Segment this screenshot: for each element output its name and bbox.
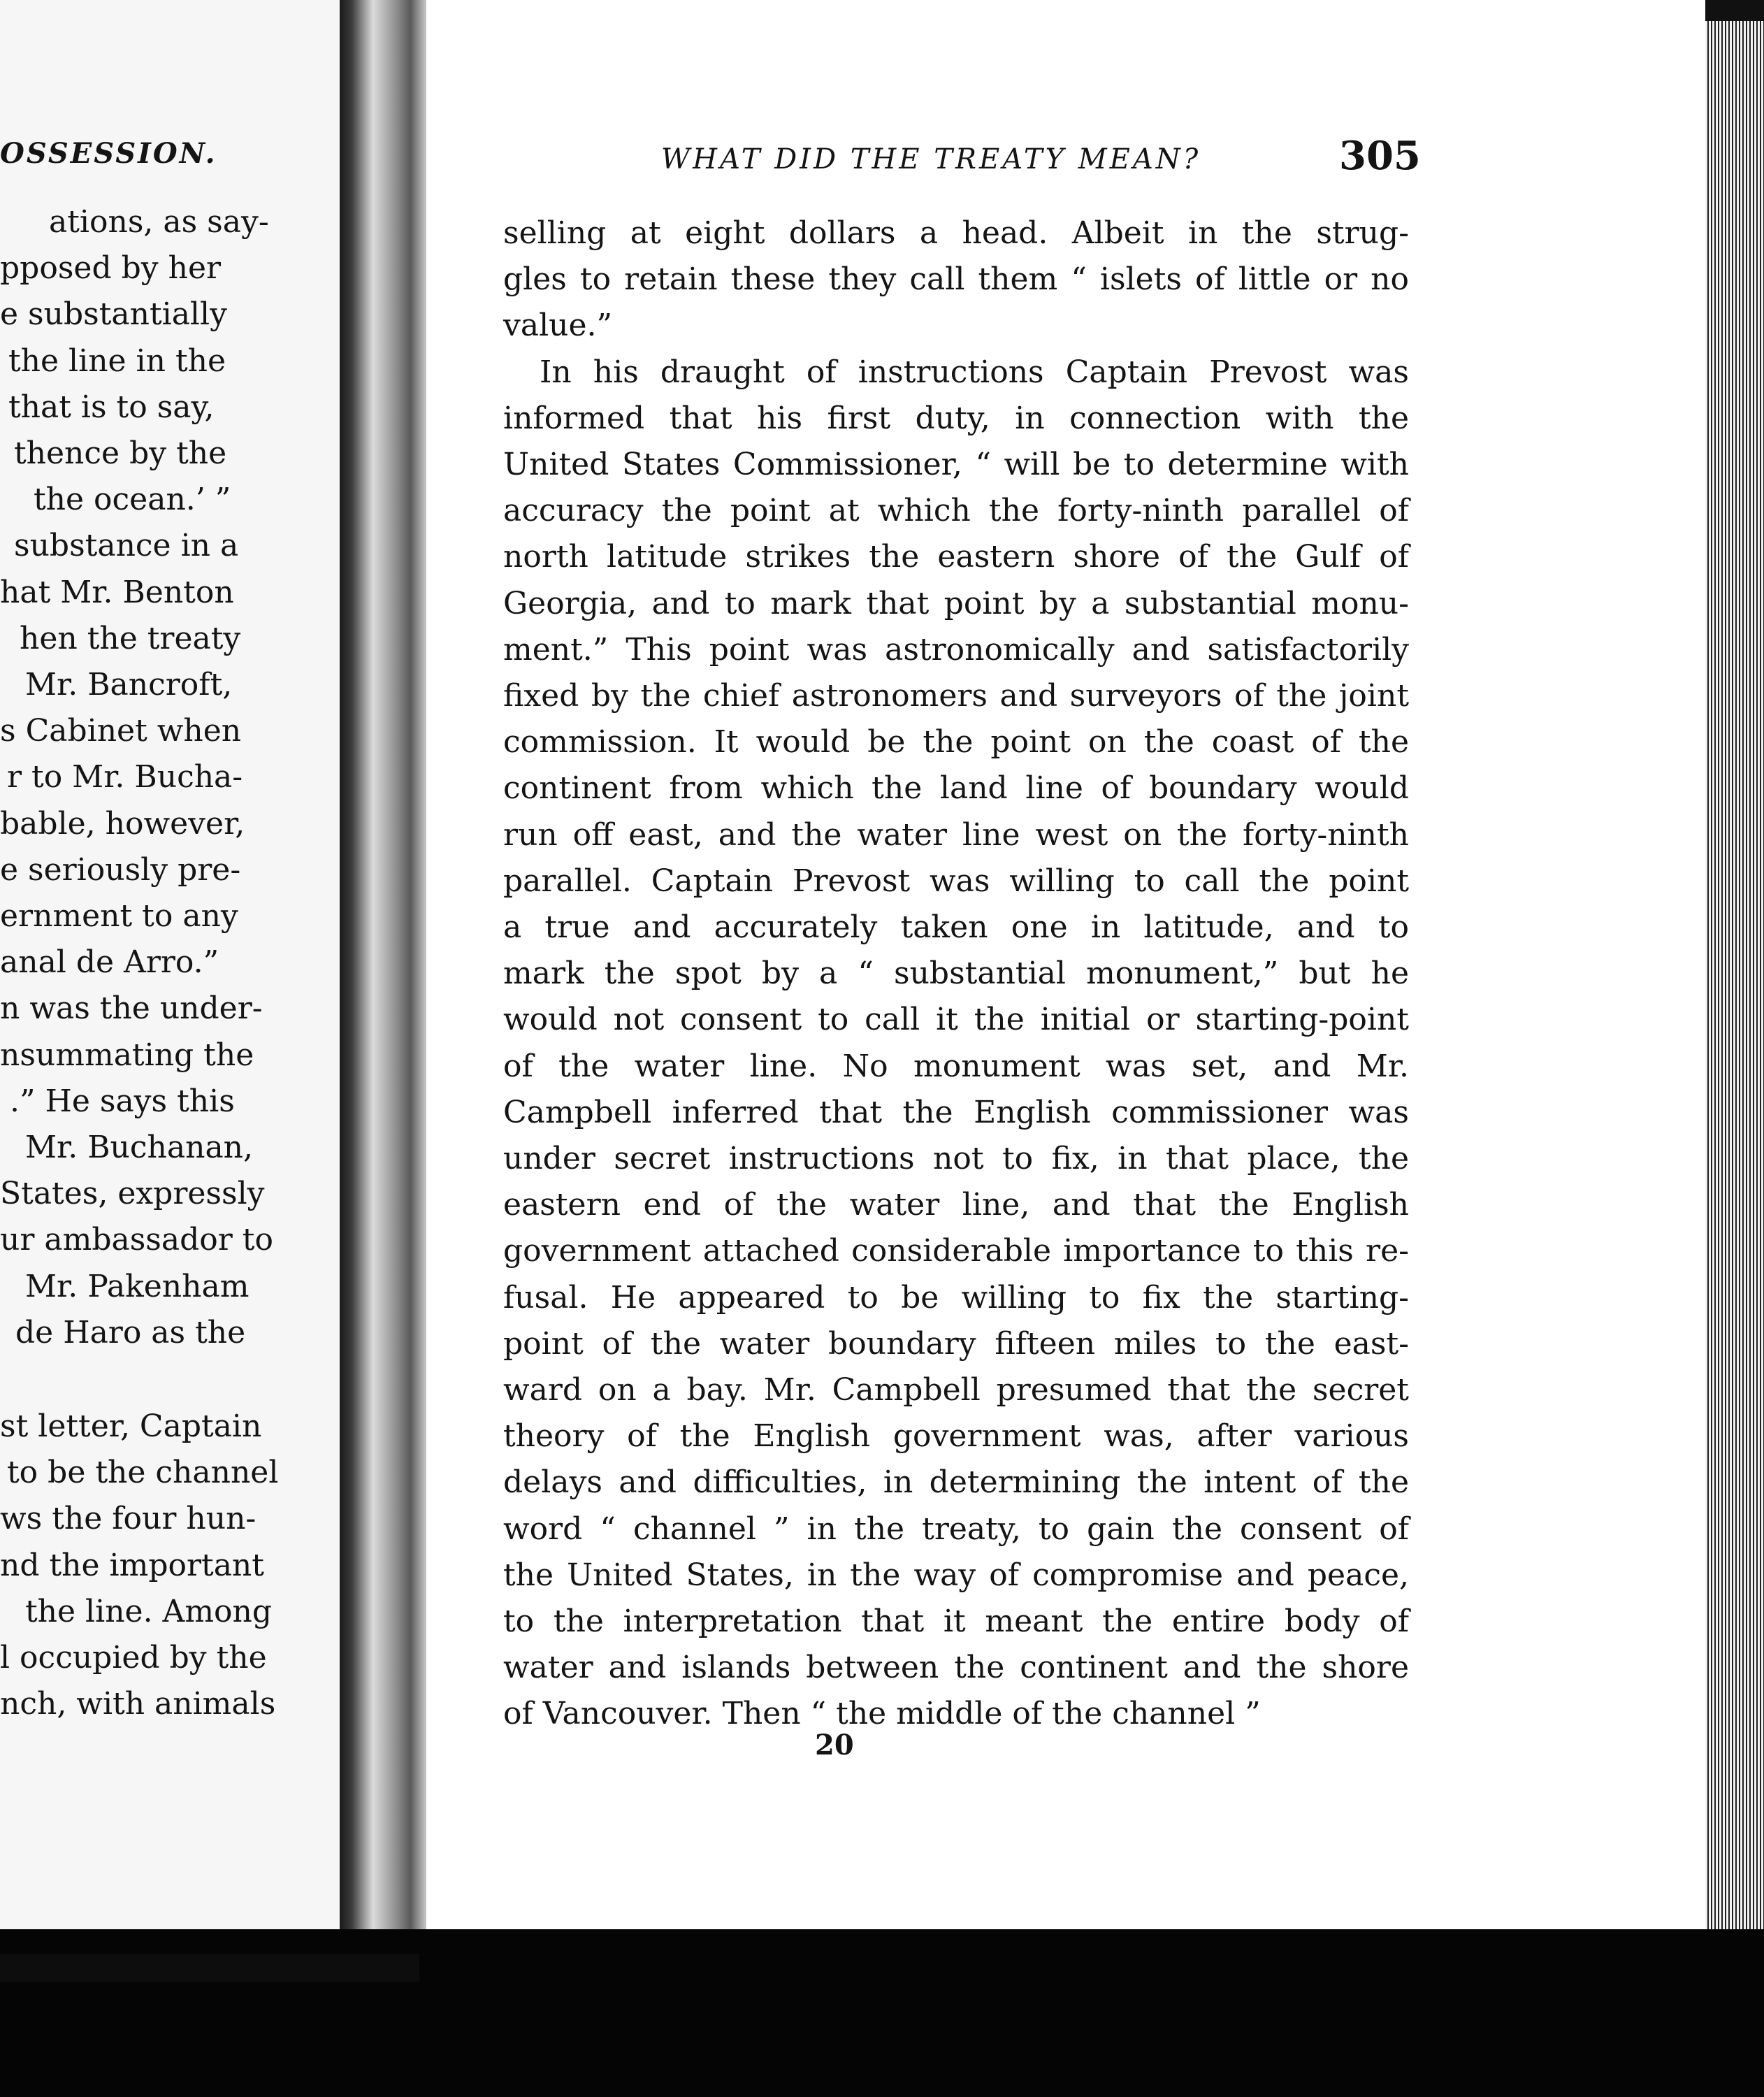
body-text-line: run off east, and the water line west on the forty-ninth: [503, 817, 1409, 853]
left-text-line: the line in the: [8, 343, 226, 379]
body-text-line: parallel. Captain Prevost was willing to call the point: [503, 863, 1409, 899]
body-text-line: eastern end of the water line, and that the English: [503, 1187, 1409, 1223]
body-text-line: continent from which the land line of boundary would: [503, 770, 1409, 806]
left-page-edge: [340, 0, 373, 1954]
left-text-line: .” He says this: [10, 1083, 235, 1119]
body-text-line: delays and difficulties, in determining the intent of the: [503, 1464, 1409, 1500]
body-text-line: commission. It would be the point on the coast of the: [503, 724, 1409, 760]
body-text-line: ward on a bay. Mr. Campbell presumed that the secret: [503, 1372, 1409, 1408]
body-text-line: north latitude strikes the eastern shore of the Gulf of: [503, 539, 1409, 575]
body-text-line: mark the spot by a “ substantial monument,” but he: [503, 956, 1409, 991]
left-running-head: OSSESSION.: [0, 137, 217, 170]
left-text-line: nch, with animals: [0, 1686, 276, 1722]
body-text-line: United States Commissioner, “ will be to determine with: [503, 447, 1409, 482]
left-page: [0, 0, 340, 1954]
left-text-line: anal de Arro.”: [0, 944, 219, 980]
body-text-line: government attached considerable importance to this re-: [503, 1233, 1409, 1269]
body-text-line: under secret instructions not to fix, in that place, the: [503, 1141, 1409, 1176]
body-text-line: In his draught of instructions Captain Prevost was: [540, 354, 1409, 390]
body-text-line: gles to retain these they call them “ islets of little or no: [503, 261, 1409, 297]
left-text-line: the ocean.’ ”: [34, 482, 231, 517]
running-head: WHAT DID THE TREATY MEAN?: [661, 143, 1201, 175]
body-text-line: would not consent to call it the initial or starting-point: [503, 1002, 1409, 1037]
left-text-line: n was the under-: [0, 990, 263, 1026]
body-text-line: of the water line. No monument was set, and Mr.: [503, 1048, 1409, 1084]
left-text-line: ernment to any: [0, 898, 238, 934]
body-text-line: a true and accurately taken one in latitude, and to: [503, 909, 1409, 945]
body-text-line: Georgia, and to mark that point by a substantial monu-: [503, 586, 1409, 621]
left-text-line: Mr. Buchanan,: [25, 1130, 254, 1165]
left-text-line: ws the four hun-: [0, 1501, 256, 1536]
body-text-line: point of the water boundary fifteen miles to the east-: [503, 1326, 1409, 1362]
cover-board: [0, 1954, 419, 1982]
body-text-line: the United States, in the way of compromise and peace,: [503, 1557, 1409, 1593]
left-text-line: bable, however,: [0, 806, 245, 842]
body-text-line: word “ channel ” in the treaty, to gain the consent of: [503, 1511, 1409, 1547]
body-text-line: fusal. He appeared to be willing to fix the starting-: [503, 1280, 1409, 1316]
left-text-line: hat Mr. Benton: [0, 575, 234, 610]
page-edges: [1705, 0, 1764, 1929]
left-text-line: e seriously pre-: [0, 852, 241, 888]
body-text-line: selling at eight dollars a head. Albeit in the strug-: [503, 215, 1409, 251]
left-text-line: r to Mr. Bucha-: [7, 759, 243, 795]
left-text-line: l occupied by the: [0, 1640, 267, 1676]
left-text-line: ations, as say-: [49, 204, 269, 240]
left-text-line: States, expressly: [0, 1176, 265, 1211]
body-text-line: of Vancouver. Then “ the middle of the channel ”: [503, 1696, 1261, 1731]
signature-mark: 20: [815, 1729, 854, 1761]
body-text-line: Campbell inferred that the English commissioner was: [503, 1095, 1409, 1130]
left-text-line: st letter, Captain: [0, 1408, 262, 1444]
binding-gutter: [373, 0, 426, 1954]
left-text-line: Mr. Bancroft,: [25, 667, 233, 702]
left-text-line: Mr. Pakenham: [25, 1269, 250, 1304]
left-text-line: nsummating the: [0, 1037, 254, 1073]
left-text-line: that is to say,: [8, 389, 215, 425]
body-text-line: water and islands between the continent and the shore: [503, 1650, 1409, 1685]
body-text-line: ment.” This point was astronomically and satisfactorily: [503, 632, 1409, 668]
left-text-line: pposed by her: [0, 250, 222, 286]
body-text-line: to the interpretation that it meant the entire body of: [503, 1604, 1409, 1639]
left-text-line: to be the channel: [7, 1455, 279, 1490]
left-text-line: de Haro as the: [15, 1315, 246, 1350]
left-text-line: e substantially: [0, 296, 227, 332]
left-text-line: thence by the: [14, 435, 227, 471]
left-text-line: substance in a: [14, 528, 239, 563]
left-text-line: the line. Among: [25, 1594, 273, 1629]
left-text-line: nd the important: [0, 1548, 264, 1583]
body-text-line: fixed by the chief astronomers and surveyors of the joint: [503, 678, 1409, 714]
body-text-line: informed that his first duty, in connection with the: [503, 401, 1409, 436]
body-text-line: value.”: [503, 308, 613, 343]
left-text-line: s Cabinet when: [0, 713, 242, 749]
left-text-line: ur ambassador to: [0, 1222, 273, 1258]
left-text-line: hen the treaty: [20, 621, 241, 656]
page-number: 305: [1339, 133, 1421, 179]
body-text-line: theory of the English government was, after various: [503, 1418, 1409, 1454]
body-text-line: accuracy the point at which the forty-ninth parallel of: [503, 493, 1409, 528]
